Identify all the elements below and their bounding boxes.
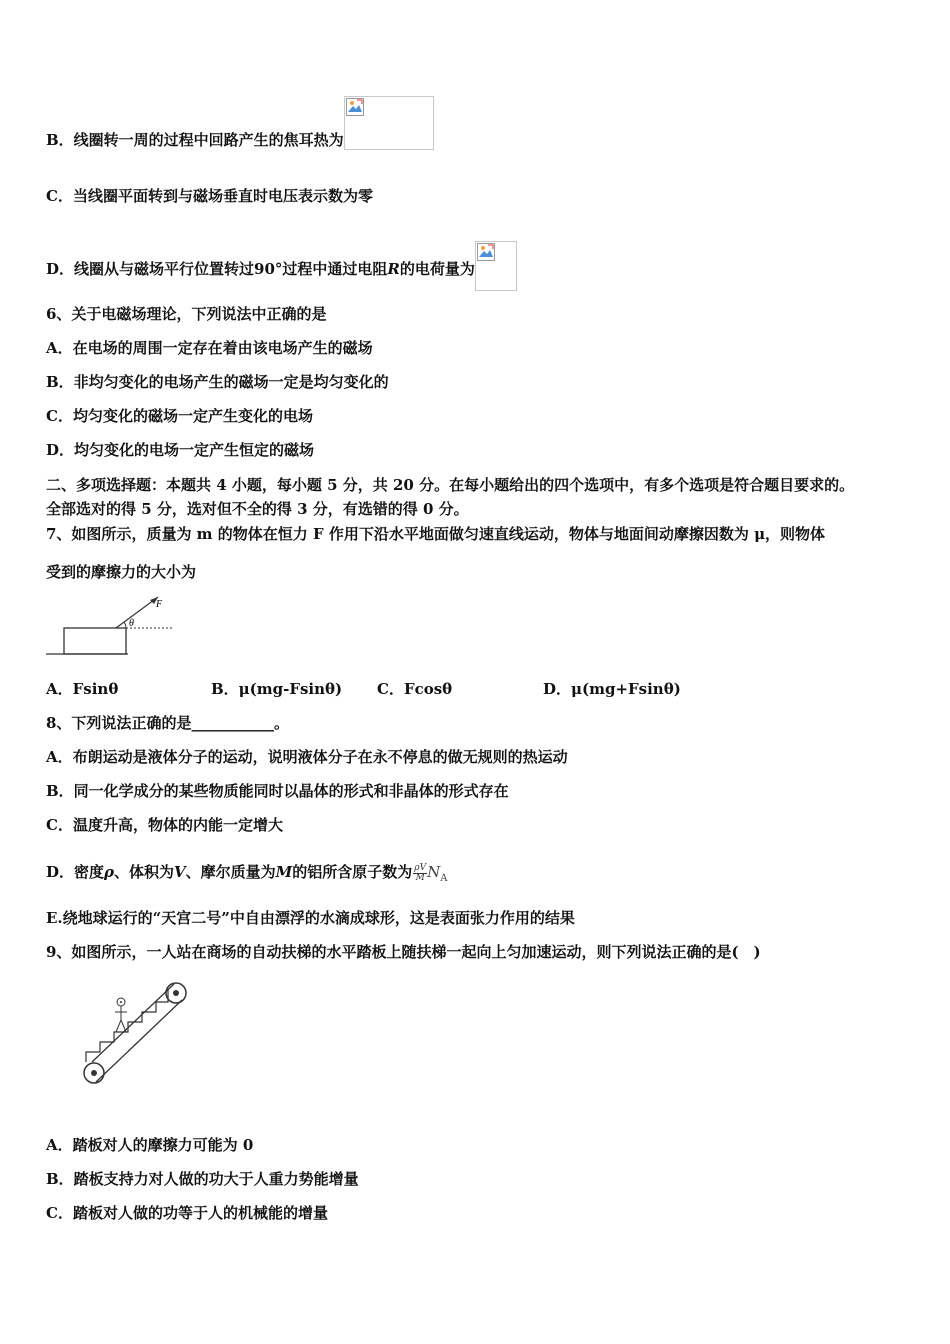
q5-d-angle: 90° xyxy=(254,260,283,278)
q8-option-c: C．温度升高，物体的内能一定增大 xyxy=(46,816,283,834)
avogadro-sub: A xyxy=(440,873,448,884)
belt-top xyxy=(92,984,174,1062)
q5-option-b xyxy=(46,127,434,155)
q5-option-d xyxy=(46,245,517,295)
label-theta: θ xyxy=(129,618,134,629)
q5-d-text-2: 过程中通过电阻 xyxy=(282,260,388,278)
q7-option-c: C．Fcosθ xyxy=(377,680,453,698)
q8-d-rho: ρ xyxy=(104,863,114,881)
q6-option-c: C．均匀变化的磁场一定产生变化的电场 xyxy=(46,407,313,425)
fraction-numerator: ρV xyxy=(414,862,427,873)
q8-option-d xyxy=(46,859,447,892)
fraction-denominator: M xyxy=(415,872,425,883)
q9-option-c: C．踏板对人做的功等于人的机械能的增量 xyxy=(46,1204,328,1222)
q7-stem-line2: 受到的摩擦力的大小为 xyxy=(46,563,197,581)
lower-roller-axle xyxy=(91,1070,97,1076)
q6-stem: 6、关于电磁场理论，下列说法中正确的是 xyxy=(46,305,327,323)
q8-option-e: E.绕地球运行的“天宫二号”中自由漂浮的水滴成球形，这是表面张力作用的结果 xyxy=(46,909,575,927)
avogadro-n: N xyxy=(427,863,441,881)
broken-image-icon xyxy=(475,241,517,291)
q8-stem: 8、下列说法正确的是___________。 xyxy=(46,714,289,732)
q8-d-molar-mass: M xyxy=(275,863,293,881)
upper-roller-axle xyxy=(173,990,179,996)
q5-d-text-3: 的电荷量为 xyxy=(399,260,475,278)
q8-option-a: A．布朗运动是液体分子的运动，说明液体分子在永不停息的做无规则的热运动 xyxy=(46,748,568,766)
q5-option-b-text: B．线圈转一周的过程中回路产生的焦耳热为 xyxy=(46,131,344,149)
q7-option-d: D．μ(mg+Fsinθ) xyxy=(543,680,681,698)
block xyxy=(64,628,126,654)
q7-block-force-figure xyxy=(44,592,176,658)
section2-header-line2: 全部选对的得 5 分，选对但不全的得 3 分，有选错的得 0 分。 xyxy=(46,500,469,518)
q9-escalator-figure xyxy=(78,976,190,1088)
q8-option-b: B．同一化学成分的某些物质能同时以晶体的形式和非晶体的形式存在 xyxy=(46,782,509,800)
q5-option-c: C．当线圈平面转到与磁场垂直时电压表示数为零 xyxy=(46,187,373,205)
section2-header-line1: 二、多项选择题：本题共 4 小题，每小题 5 分，共 20 分。在每小题给出的四个选项中，有多个选项是符合题目要求的。 xyxy=(46,476,855,494)
q9-option-b: B．踏板支持力对人做的功大于人重力势能增量 xyxy=(46,1170,359,1188)
label-f: F xyxy=(156,599,163,610)
broken-image-icon xyxy=(344,96,434,150)
q8-d-volume: V xyxy=(174,863,186,881)
q8-d-text-4: 的铝所含原子数为 xyxy=(292,863,413,881)
belt-bottom xyxy=(96,1000,182,1082)
angle-arc xyxy=(124,622,126,628)
q5-d-text-1: D．线圈从与磁场平行位置转过 xyxy=(46,260,255,278)
person-left-leg xyxy=(116,1020,121,1032)
q5-d-resistor: R xyxy=(387,260,400,278)
q6-option-d: D．均匀变化的电场一定产生恒定的磁场 xyxy=(46,441,315,459)
person-right-leg xyxy=(121,1020,126,1032)
avogadro-constant xyxy=(427,863,448,884)
q6-option-a: A．在电场的周围一定存在着由该电场产生的磁场 xyxy=(46,339,373,357)
fraction xyxy=(413,864,427,883)
q8-d-text-3: 、摩尔质量为 xyxy=(185,863,276,881)
q7-stem-line1: 7、如图所示，质量为 m 的物体在恒力 F 作用下沿水平地面做匀速直线运动，物体与地面间动摩擦因数为 μ，则物体 xyxy=(46,525,826,543)
q9-stem: 9、如图所示，一人站在商场的自动扶梯的水平踏板上随扶梯一起向上匀加速运动，则下列说法正确的是( ) xyxy=(46,943,761,961)
q8-d-text-1: D．密度 xyxy=(46,863,105,881)
person-head-dot xyxy=(120,1001,122,1003)
q7-option-b: B．μ(mg-Fsinθ) xyxy=(211,680,343,698)
q7-option-a: A．Fsinθ xyxy=(46,680,119,698)
q6-option-b: B．非均匀变化的电场产生的磁场一定是均匀变化的 xyxy=(46,373,389,391)
q8-d-text-2: 、体积为 xyxy=(114,863,175,881)
q9-option-a: A．踏板对人的摩擦力可能为 0 xyxy=(46,1136,254,1154)
